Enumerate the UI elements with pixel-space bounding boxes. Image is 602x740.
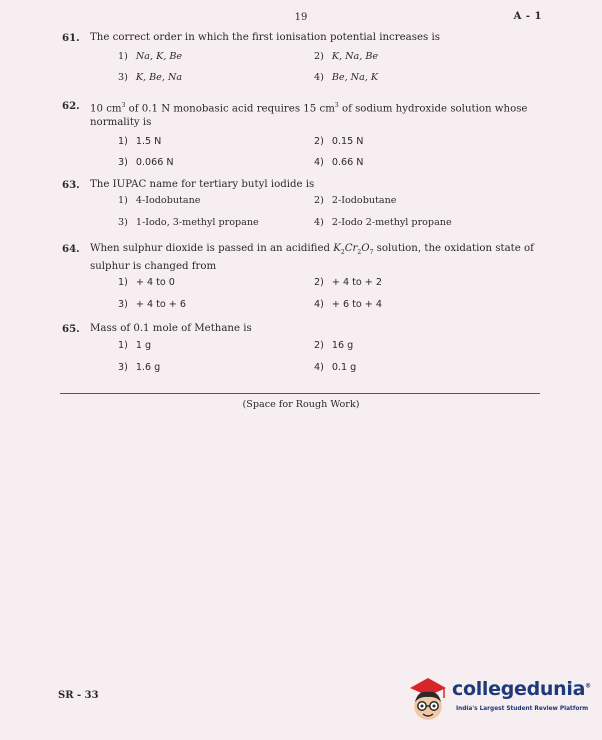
question-64	[62, 242, 542, 318]
option-4: 4) 2-Iodo 2-methyl propane	[314, 217, 452, 228]
option-4: 4) + 6 to + 4	[314, 299, 382, 311]
option-3: 3) K, Be, Na	[118, 72, 183, 83]
option-3: 3) 0.066 N	[118, 157, 174, 169]
options	[118, 45, 542, 89]
option-3: 3) + 4 to + 6	[118, 299, 186, 311]
question-62	[62, 99, 542, 174]
question-65	[62, 322, 542, 380]
option-2: 2) + 4 to + 2	[314, 277, 382, 289]
option-1: 1) Na, K, Be	[118, 51, 183, 62]
options	[118, 336, 542, 380]
footer-code: SR - 33	[58, 690, 99, 701]
option-3: 3) 1-Iodo, 3-methyl propane	[118, 217, 259, 228]
option-1: 1) 1.5 N	[118, 136, 162, 148]
question-number: 62.	[62, 100, 80, 112]
options	[118, 192, 542, 236]
question-61	[62, 31, 542, 89]
option-4: 4) 0.66 N	[314, 157, 364, 169]
question-text: The correct order in which the first ionisation potential increases is	[90, 32, 440, 43]
option-2: 2) K, Na, Be	[314, 51, 379, 62]
option-1: 1) + 4 to 0	[118, 277, 175, 289]
option-1: 1) 1 g	[118, 340, 152, 351]
question-number: 64.	[62, 243, 80, 255]
question-63	[62, 178, 542, 236]
student-mascot-icon	[406, 672, 450, 728]
question-number: 65.	[62, 323, 80, 335]
question-number: 63.	[62, 179, 80, 191]
question-text: 10 $cm^3$ of 0.1 N monobasic acid requires 15 $cm^3$ of sodium hydroxide solution whose normality is	[90, 102, 528, 129]
option-4: 4) Be, Na, K	[314, 72, 379, 83]
question-text: Mass of 0.1 mole of Methane is	[90, 323, 252, 334]
brand-tagline: India's Largest Student Review Platform	[456, 706, 589, 712]
section-divider	[60, 393, 540, 394]
collegedunia-watermark	[406, 668, 596, 732]
question-text: When sulphur dioxide is passed in an acidified $K_2Cr_2O_7$ solution, the oxidation state of sulphur is changed from	[90, 243, 534, 273]
option-2: 2) 2-Iodobutane	[314, 195, 397, 206]
series-code: A - 1	[513, 11, 542, 22]
options	[118, 274, 542, 318]
option-4: 4) 0.1 g	[314, 362, 357, 373]
question-text: The IUPAC name for tertiary butyl iodide is	[90, 179, 315, 190]
option-3: 3) 1.6 g	[118, 362, 161, 373]
question-number: 61.	[62, 32, 80, 44]
options	[118, 130, 542, 174]
page-number: 19	[294, 12, 308, 23]
option-1: 1) 4-Iodobutane	[118, 195, 201, 206]
option-2: 2) 16 g	[314, 340, 354, 351]
rough-work-label: (Space for Rough Work)	[242, 399, 360, 410]
option-2: 2) 0.15 N	[314, 136, 364, 148]
brand-name: collegedunia®	[452, 678, 591, 700]
